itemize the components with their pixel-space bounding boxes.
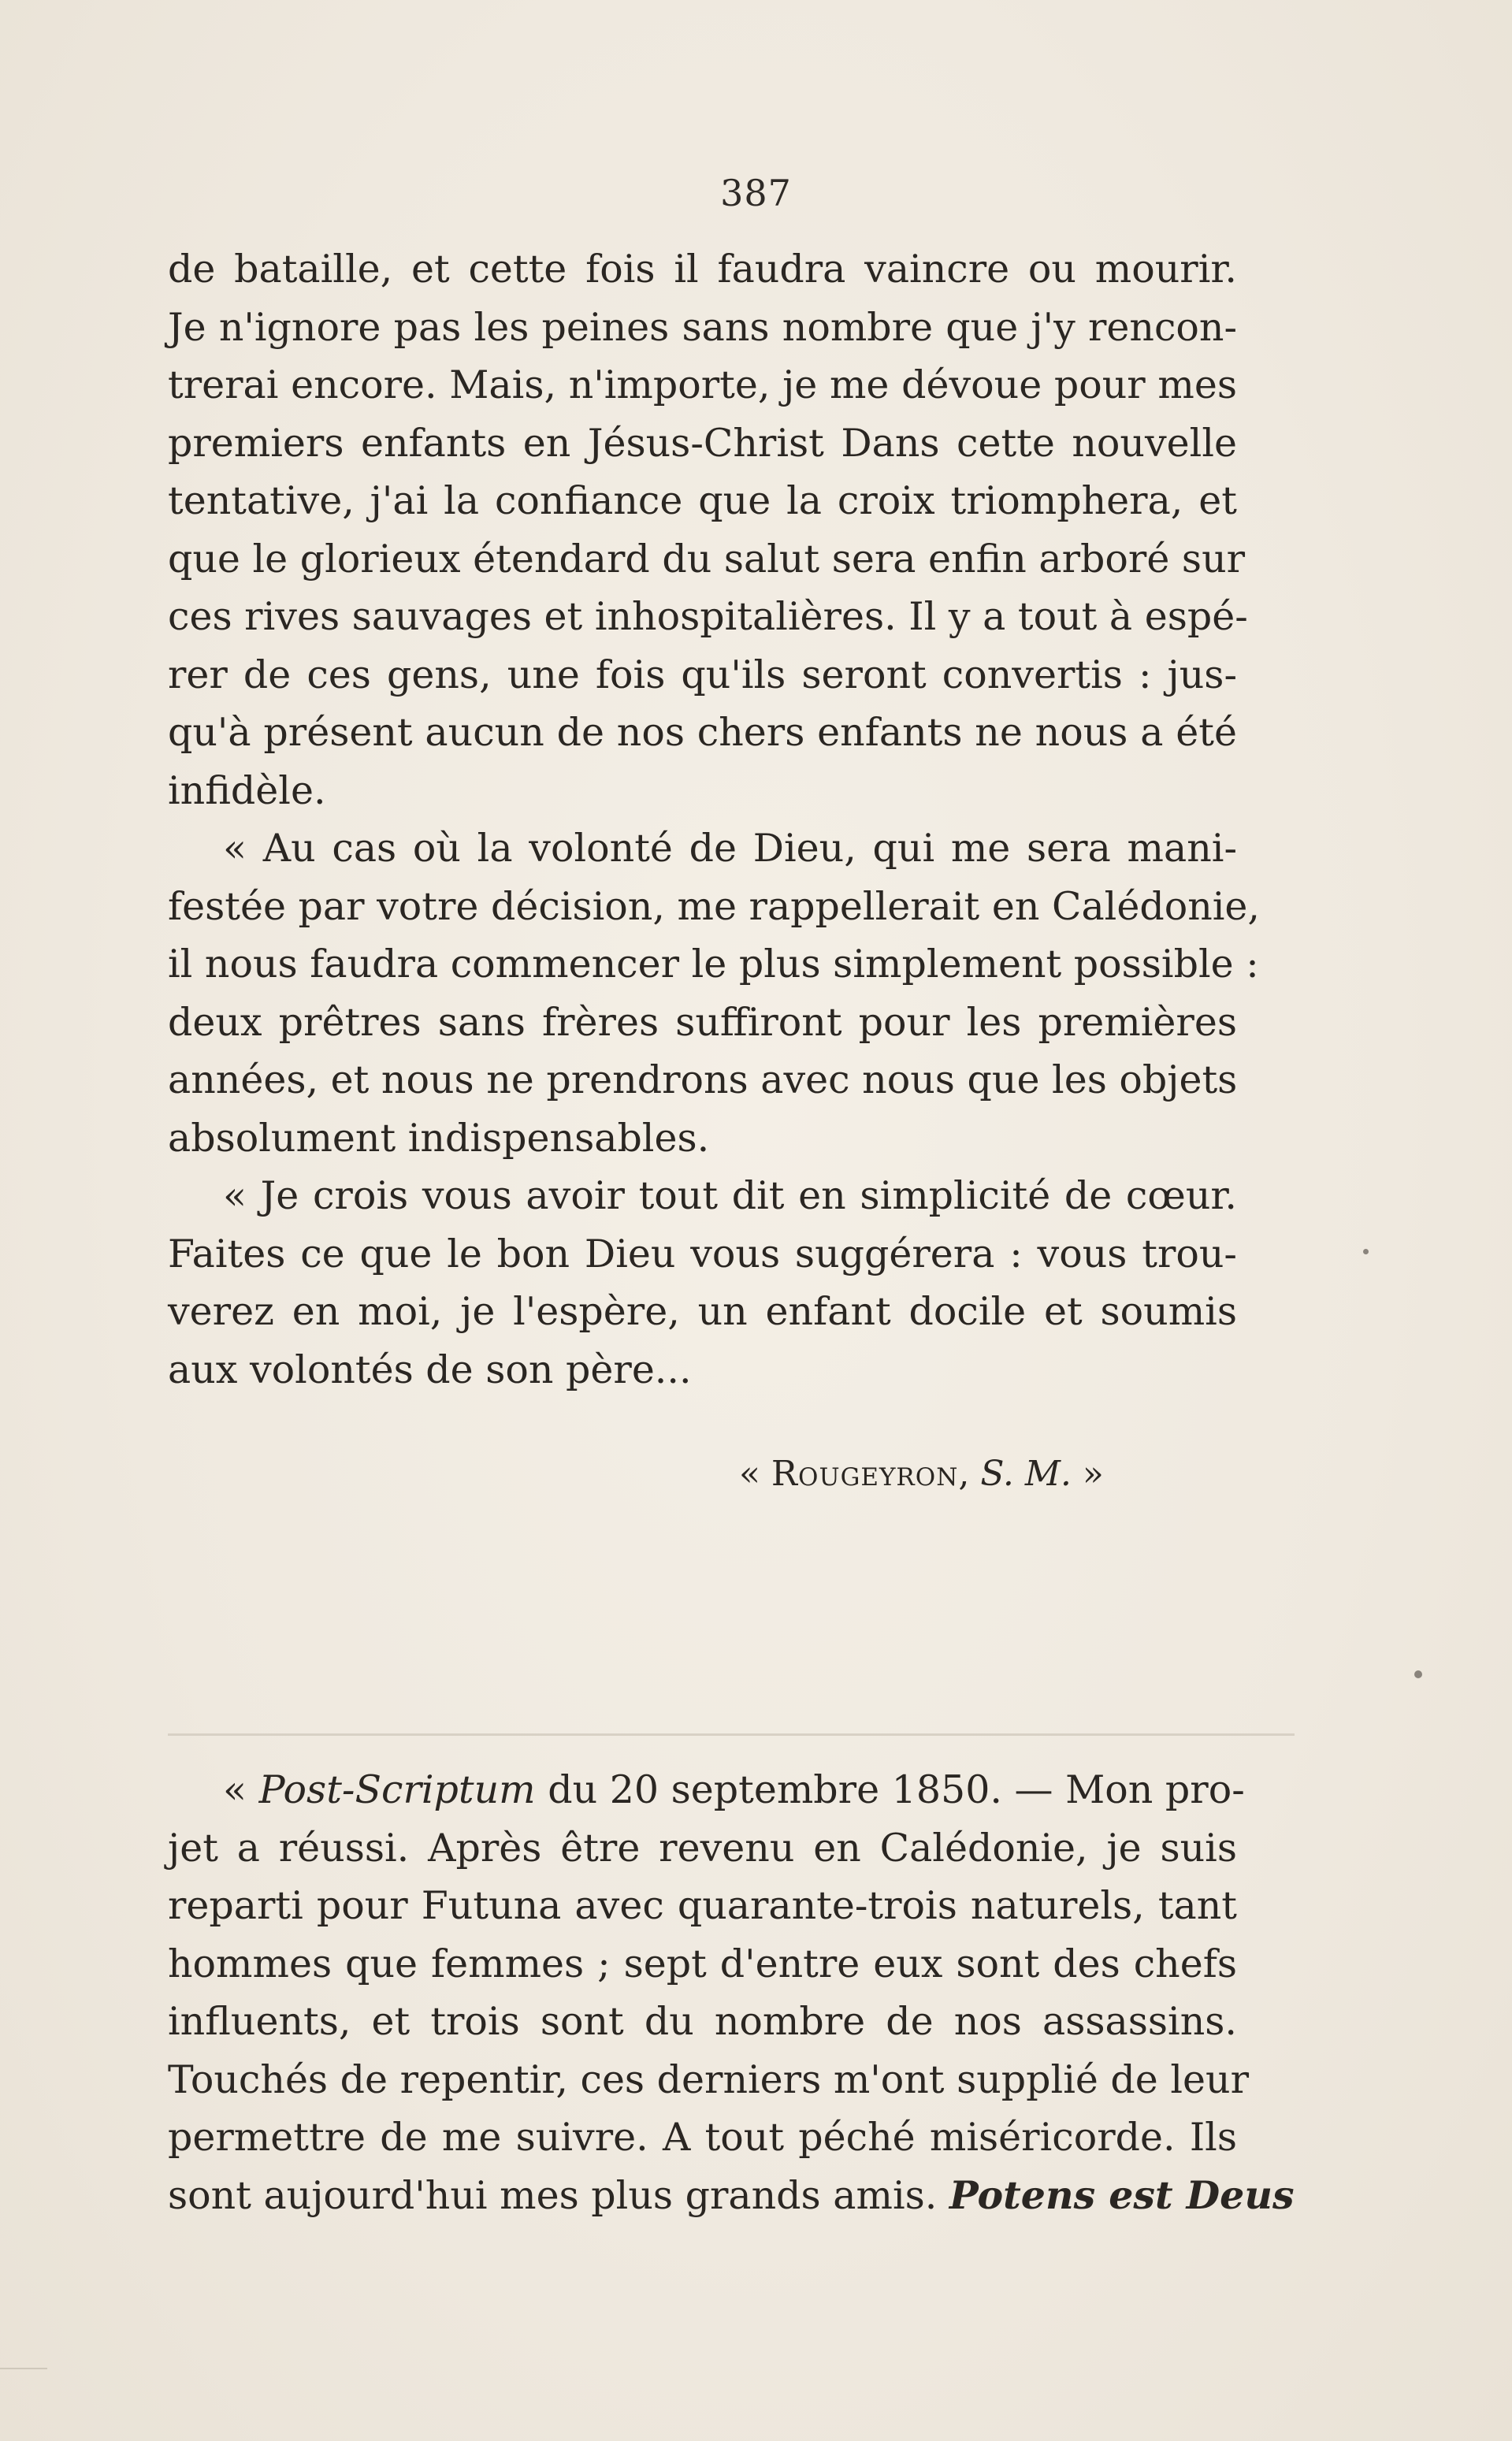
- text-line: reparti pour Futuna avec quarante-trois naturels, tant: [168, 1883, 1237, 1928]
- text-line: « Je crois vous avoir tout dit en simplicité de cœur.: [223, 1173, 1237, 1218]
- signature-close-quote: »: [1071, 1454, 1104, 1494]
- text-line: il nous faudra commencer le plus simplement possible :: [168, 942, 1259, 986]
- text-line: rer de ces gens, une fois qu'ils seront convertis : jus-: [168, 652, 1237, 697]
- text-line: infidèle.: [168, 767, 326, 813]
- text-line: « Au cas où la volonté de Dieu, qui me sera mani-: [223, 826, 1237, 871]
- text-line: festée par votre décision, me rappellerait en Calédonie,: [168, 883, 1260, 929]
- text-line: jet a réussi. Après être revenu en Calédonie, je suis: [168, 1825, 1237, 1871]
- text-line: qu'à présent aucun de nos chers enfants ne nous a été: [168, 710, 1237, 755]
- text-line: deux prêtres sans frères suffiront pour les premières: [168, 999, 1237, 1045]
- signature-separator: ,: [958, 1454, 981, 1494]
- text-line: influents, et trois sont du nombre de nos assassins.: [168, 1999, 1237, 2044]
- text-line: verez en moi, je l'espère, un enfant docile et soumis: [168, 1289, 1237, 1334]
- page-edge-mark: [0, 2368, 47, 2369]
- text-line: premiers enfants en Jésus-Christ Dans cette nouvelle: [168, 420, 1237, 466]
- text-line: années, et nous ne prendrons avec nous que les objets: [168, 1057, 1238, 1102]
- text-line: que le glorieux étendard du salut sera enfin arboré sur: [168, 536, 1246, 581]
- text-line: permettre de me suivre. A tout péché miséricorde. Ils: [168, 2115, 1237, 2160]
- signature-name: Rougeyron: [771, 1454, 959, 1494]
- text-line: [168, 2167, 1295, 2225]
- text-line: aux volontés de son père...: [168, 1347, 692, 1392]
- text-line: trerai encore. Mais, n'importe, je me dévoue pour mes: [168, 362, 1237, 407]
- text-line: tentative, j'ai la confiance que la croix triomphera, et: [168, 478, 1237, 523]
- postscript-line1-rest: du 20 septembre 1850. — Mon pro-: [535, 1767, 1245, 1812]
- text-line: Je n'ignore pas les peines sans nombre que j'y rencon-: [168, 304, 1237, 350]
- text-line: Faites ce que le bon Dieu vous suggérera : vous trou-: [168, 1231, 1237, 1276]
- paper-speck: [1414, 1670, 1422, 1678]
- text-line: de bataille, et cette fois il faudra vaincre ou mourir.: [168, 247, 1237, 292]
- text-line: Touchés de repentir, ces derniers m'ont supplié de leur: [168, 2056, 1250, 2102]
- signature: [739, 1454, 1104, 1494]
- letter-body: [168, 240, 1260, 1399]
- section-divider: [168, 1733, 1295, 1736]
- page-number: 387: [720, 172, 792, 214]
- text-line: hommes que femmes ; sept d'entre eux sont des chefs: [168, 1941, 1237, 1986]
- postscript-last-line-italic: Potens est Deus: [949, 2172, 1295, 2218]
- text-line: absolument indispensables.: [168, 1115, 710, 1161]
- signature-open-quote: «: [739, 1454, 771, 1494]
- text-line: ces rives sauvages et inhospitalières. Il y a tout à espé-: [168, 594, 1248, 639]
- postscript-open-quote: «: [223, 1767, 259, 1812]
- postscript: [168, 1761, 1295, 2224]
- text-line: [168, 1761, 1245, 1819]
- postscript-last-line-start: sont aujourd'hui mes plus grands amis.: [168, 2172, 949, 2218]
- postscript-label: Post-Scriptum: [258, 1767, 536, 1812]
- paper-speck: [1363, 1249, 1369, 1254]
- signature-title: S. M.: [980, 1454, 1072, 1494]
